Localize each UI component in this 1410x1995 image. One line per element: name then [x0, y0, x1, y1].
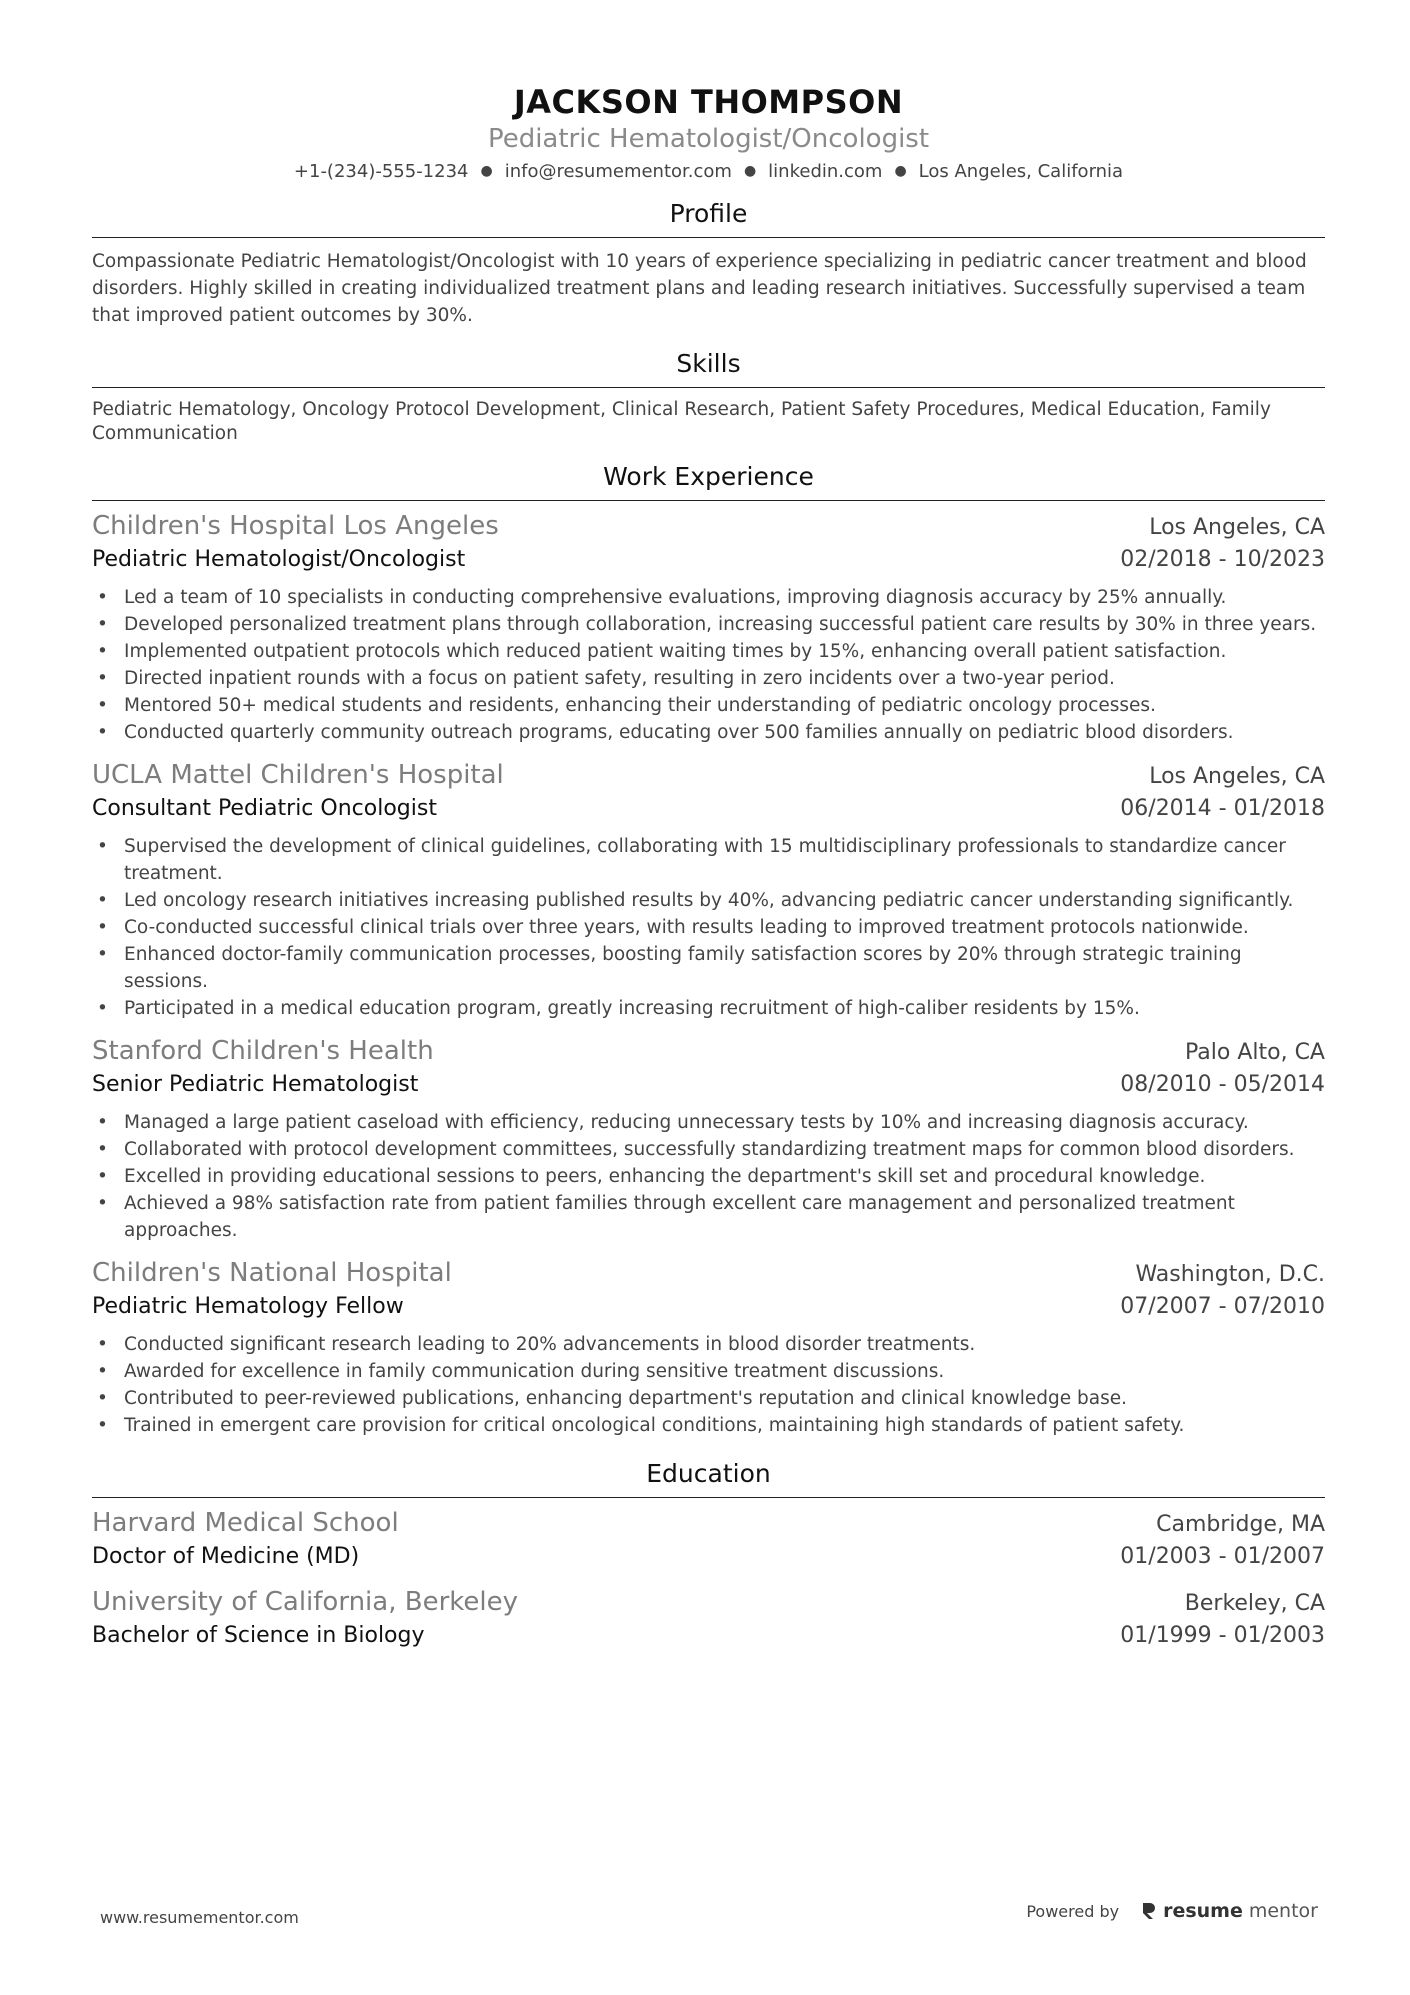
- contact-line: [92, 158, 1325, 185]
- list-item: • Contributed to peer-reviewed publications, enhancing department's reputation and clinical knowledge base.: [97, 1388, 1128, 1409]
- resumementor-logo-icon: [1141, 1901, 1157, 1921]
- job-role-row: [92, 1291, 1325, 1323]
- education-degree-row: [92, 1620, 1325, 1652]
- job-bullets: [92, 833, 1325, 1022]
- candidate-headline: Pediatric Hematologist/Oncologist: [487, 124, 930, 154]
- education-location: Cambridge, MA: [1156, 1512, 1325, 1537]
- job-header: [92, 1034, 1325, 1069]
- list-item: • Led a team of 10 specialists in conducting comprehensive evaluations, improving diagnosis accuracy by 25% annually.: [97, 587, 1227, 608]
- list-item: • Supervised the development of clinical guidelines, collaborating with 15 multidisciplinary professionals to standardize cancer treatment.: [97, 836, 1286, 884]
- list-item: • Directed inpatient rounds with a focus on patient safety, resulting in zero incidents over a two-year period.: [97, 668, 1115, 689]
- list-item: • Collaborated with protocol development committees, successfully standardizing treatment maps for common blood disorders.: [97, 1139, 1295, 1160]
- list-item: • Trained in emergent care provision for critical oncological conditions, maintaining high standards of patient safety.: [97, 1415, 1185, 1436]
- list-item: • Developed personalized treatment plans through collaboration, increasing successful patient care results by 30% in three years.: [97, 614, 1317, 635]
- education-school: University of California, Berkeley: [92, 1587, 518, 1617]
- list-item: • Conducted significant research leading to 20% advancements in blood disorder treatments.: [97, 1334, 976, 1355]
- job-entry: [92, 509, 1325, 746]
- education-location: Berkeley, CA: [1184, 1591, 1325, 1616]
- job-dates: 02/2018 - 10/2023: [1120, 547, 1325, 572]
- section-divider: [92, 1497, 1325, 1498]
- resume-page: [92, 82, 1325, 1652]
- job-header: [92, 509, 1325, 544]
- footer-branding: [1026, 1900, 1318, 1922]
- job-bullets: [92, 584, 1325, 746]
- section-title-profile: Profile: [669, 199, 748, 228]
- logo-text-bold: resume: [1163, 1900, 1243, 1922]
- skills-section: [92, 347, 1325, 446]
- job-entry: [92, 1256, 1325, 1439]
- section-title-experience: Work Experience: [603, 462, 814, 491]
- list-item: • Awarded for excellence in family communication during sensitive treatment discussions.: [97, 1361, 945, 1382]
- job-bullets: [92, 1109, 1325, 1244]
- contact-linkedin[interactable]: linkedin.com: [768, 161, 883, 182]
- list-item: • Led oncology research initiatives increasing published results by 40%, advancing pediatric cancer understanding significantly.: [97, 890, 1294, 911]
- bullet-separator: ●: [743, 163, 757, 179]
- education-degree-row: [92, 1541, 1325, 1573]
- job-role: Senior Pediatric Hematologist: [92, 1072, 419, 1097]
- job-company: Stanford Children's Health: [92, 1036, 434, 1066]
- job-dates: 07/2007 - 07/2010: [1120, 1294, 1325, 1319]
- bullet-separator: ●: [894, 163, 907, 179]
- logo-text-light: mentor: [1248, 1900, 1318, 1922]
- list-item: • Implemented outpatient protocols which reduced patient waiting times by 15%, enhancing overall patient satisfaction.: [97, 641, 1227, 662]
- job-company: UCLA Mattel Children's Hospital: [92, 760, 504, 790]
- bullet-separator: ●: [480, 163, 493, 179]
- section-divider: [92, 237, 1325, 238]
- powered-by-label: Powered by: [1026, 1901, 1120, 1921]
- job-company: Children's Hospital Los Angeles: [92, 511, 499, 541]
- job-header: [92, 758, 1325, 793]
- section-title-education: Education: [646, 1459, 771, 1488]
- job-company: Children's National Hospital: [92, 1258, 452, 1288]
- education-header: [92, 1506, 1325, 1541]
- skills-list: Pediatric Hematology, Oncology Protocol Development, Clinical Research, Patient Safety Procedures, Medical Education, Family Communication: [92, 399, 1271, 444]
- job-location: Palo Alto, CA: [1185, 1040, 1325, 1065]
- job-location: Los Angeles, CA: [1149, 515, 1325, 540]
- job-role: Pediatric Hematology Fellow: [92, 1294, 404, 1319]
- education-degree: Bachelor of Science in Biology: [92, 1623, 425, 1648]
- profile-summary: Compassionate Pediatric Hematologist/Oncologist with 10 years of experience specializing in pediatric cancer treatment and blood disorders. Highly skilled in creating individualized treatment plans and leading research initiatives. Successfully supervised a team that improved patient outcomes by 30%.: [92, 251, 1307, 326]
- education-degree: Doctor of Medicine (MD): [92, 1544, 360, 1569]
- job-role: Pediatric Hematologist/Oncologist: [92, 547, 466, 572]
- list-item: • Managed a large patient caseload with efficiency, reducing unnecessary tests by 10% and increasing diagnosis accuracy.: [97, 1112, 1249, 1133]
- education-dates: 01/1999 - 01/2003: [1120, 1623, 1325, 1648]
- job-role-row: [92, 793, 1325, 825]
- contact-phone: +1-(234)-555-1234: [293, 161, 469, 182]
- education-entry: [92, 1506, 1325, 1573]
- job-role-row: [92, 544, 1325, 576]
- education-header: [92, 1585, 1325, 1620]
- job-dates: 08/2010 - 05/2014: [1120, 1072, 1325, 1097]
- list-item: • Excelled in providing educational sessions to peers, enhancing the department's skill set and procedural knowledge.: [97, 1166, 1206, 1187]
- list-item: • Enhanced doctor-family communication processes, boosting family satisfaction scores by 20% through strategic training sessions.: [97, 944, 1242, 992]
- section-divider: [92, 500, 1325, 501]
- profile-section: [92, 197, 1325, 329]
- list-item: • Mentored 50+ medical students and residents, enhancing their understanding of pediatric oncology processes.: [97, 695, 1156, 716]
- contact-location: Los Angeles, California: [918, 161, 1124, 182]
- job-entry: [92, 1034, 1325, 1244]
- section-divider: [92, 387, 1325, 388]
- list-item: • Co-conducted successful clinical trials over three years, with results leading to improved treatment protocols nationwide.: [97, 917, 1249, 938]
- job-header: [92, 1256, 1325, 1291]
- education-school: Harvard Medical School: [92, 1508, 399, 1538]
- education-section: [92, 1457, 1325, 1652]
- list-item: • Participated in a medical education program, greatly increasing recruitment of high-caliber residents by 15%.: [97, 998, 1140, 1019]
- experience-section: [92, 460, 1325, 1439]
- education-dates: 01/2003 - 01/2007: [1120, 1544, 1325, 1569]
- job-dates: 06/2014 - 01/2018: [1120, 796, 1325, 821]
- education-entry: [92, 1585, 1325, 1652]
- candidate-name: JACKSON THOMPSON: [513, 83, 904, 121]
- job-bullets: [92, 1331, 1325, 1439]
- section-title-skills: Skills: [676, 349, 741, 378]
- contact-email[interactable]: info@resumementor.com: [504, 161, 732, 182]
- resumementor-logo[interactable]: [1141, 1900, 1318, 1922]
- job-entry: [92, 758, 1325, 1022]
- job-role: Consultant Pediatric Oncologist: [92, 796, 437, 821]
- footer-website[interactable]: www.resumementor.com: [100, 1908, 299, 1927]
- list-item: • Achieved a 98% satisfaction rate from patient families through excellent care management and personalized treatment approaches.: [97, 1193, 1235, 1241]
- job-role-row: [92, 1069, 1325, 1101]
- job-location: Washington, D.C.: [1135, 1262, 1325, 1287]
- job-location: Los Angeles, CA: [1149, 764, 1325, 789]
- list-item: • Conducted quarterly community outreach programs, educating over 500 families annually on pediatric blood disorders.: [97, 722, 1234, 743]
